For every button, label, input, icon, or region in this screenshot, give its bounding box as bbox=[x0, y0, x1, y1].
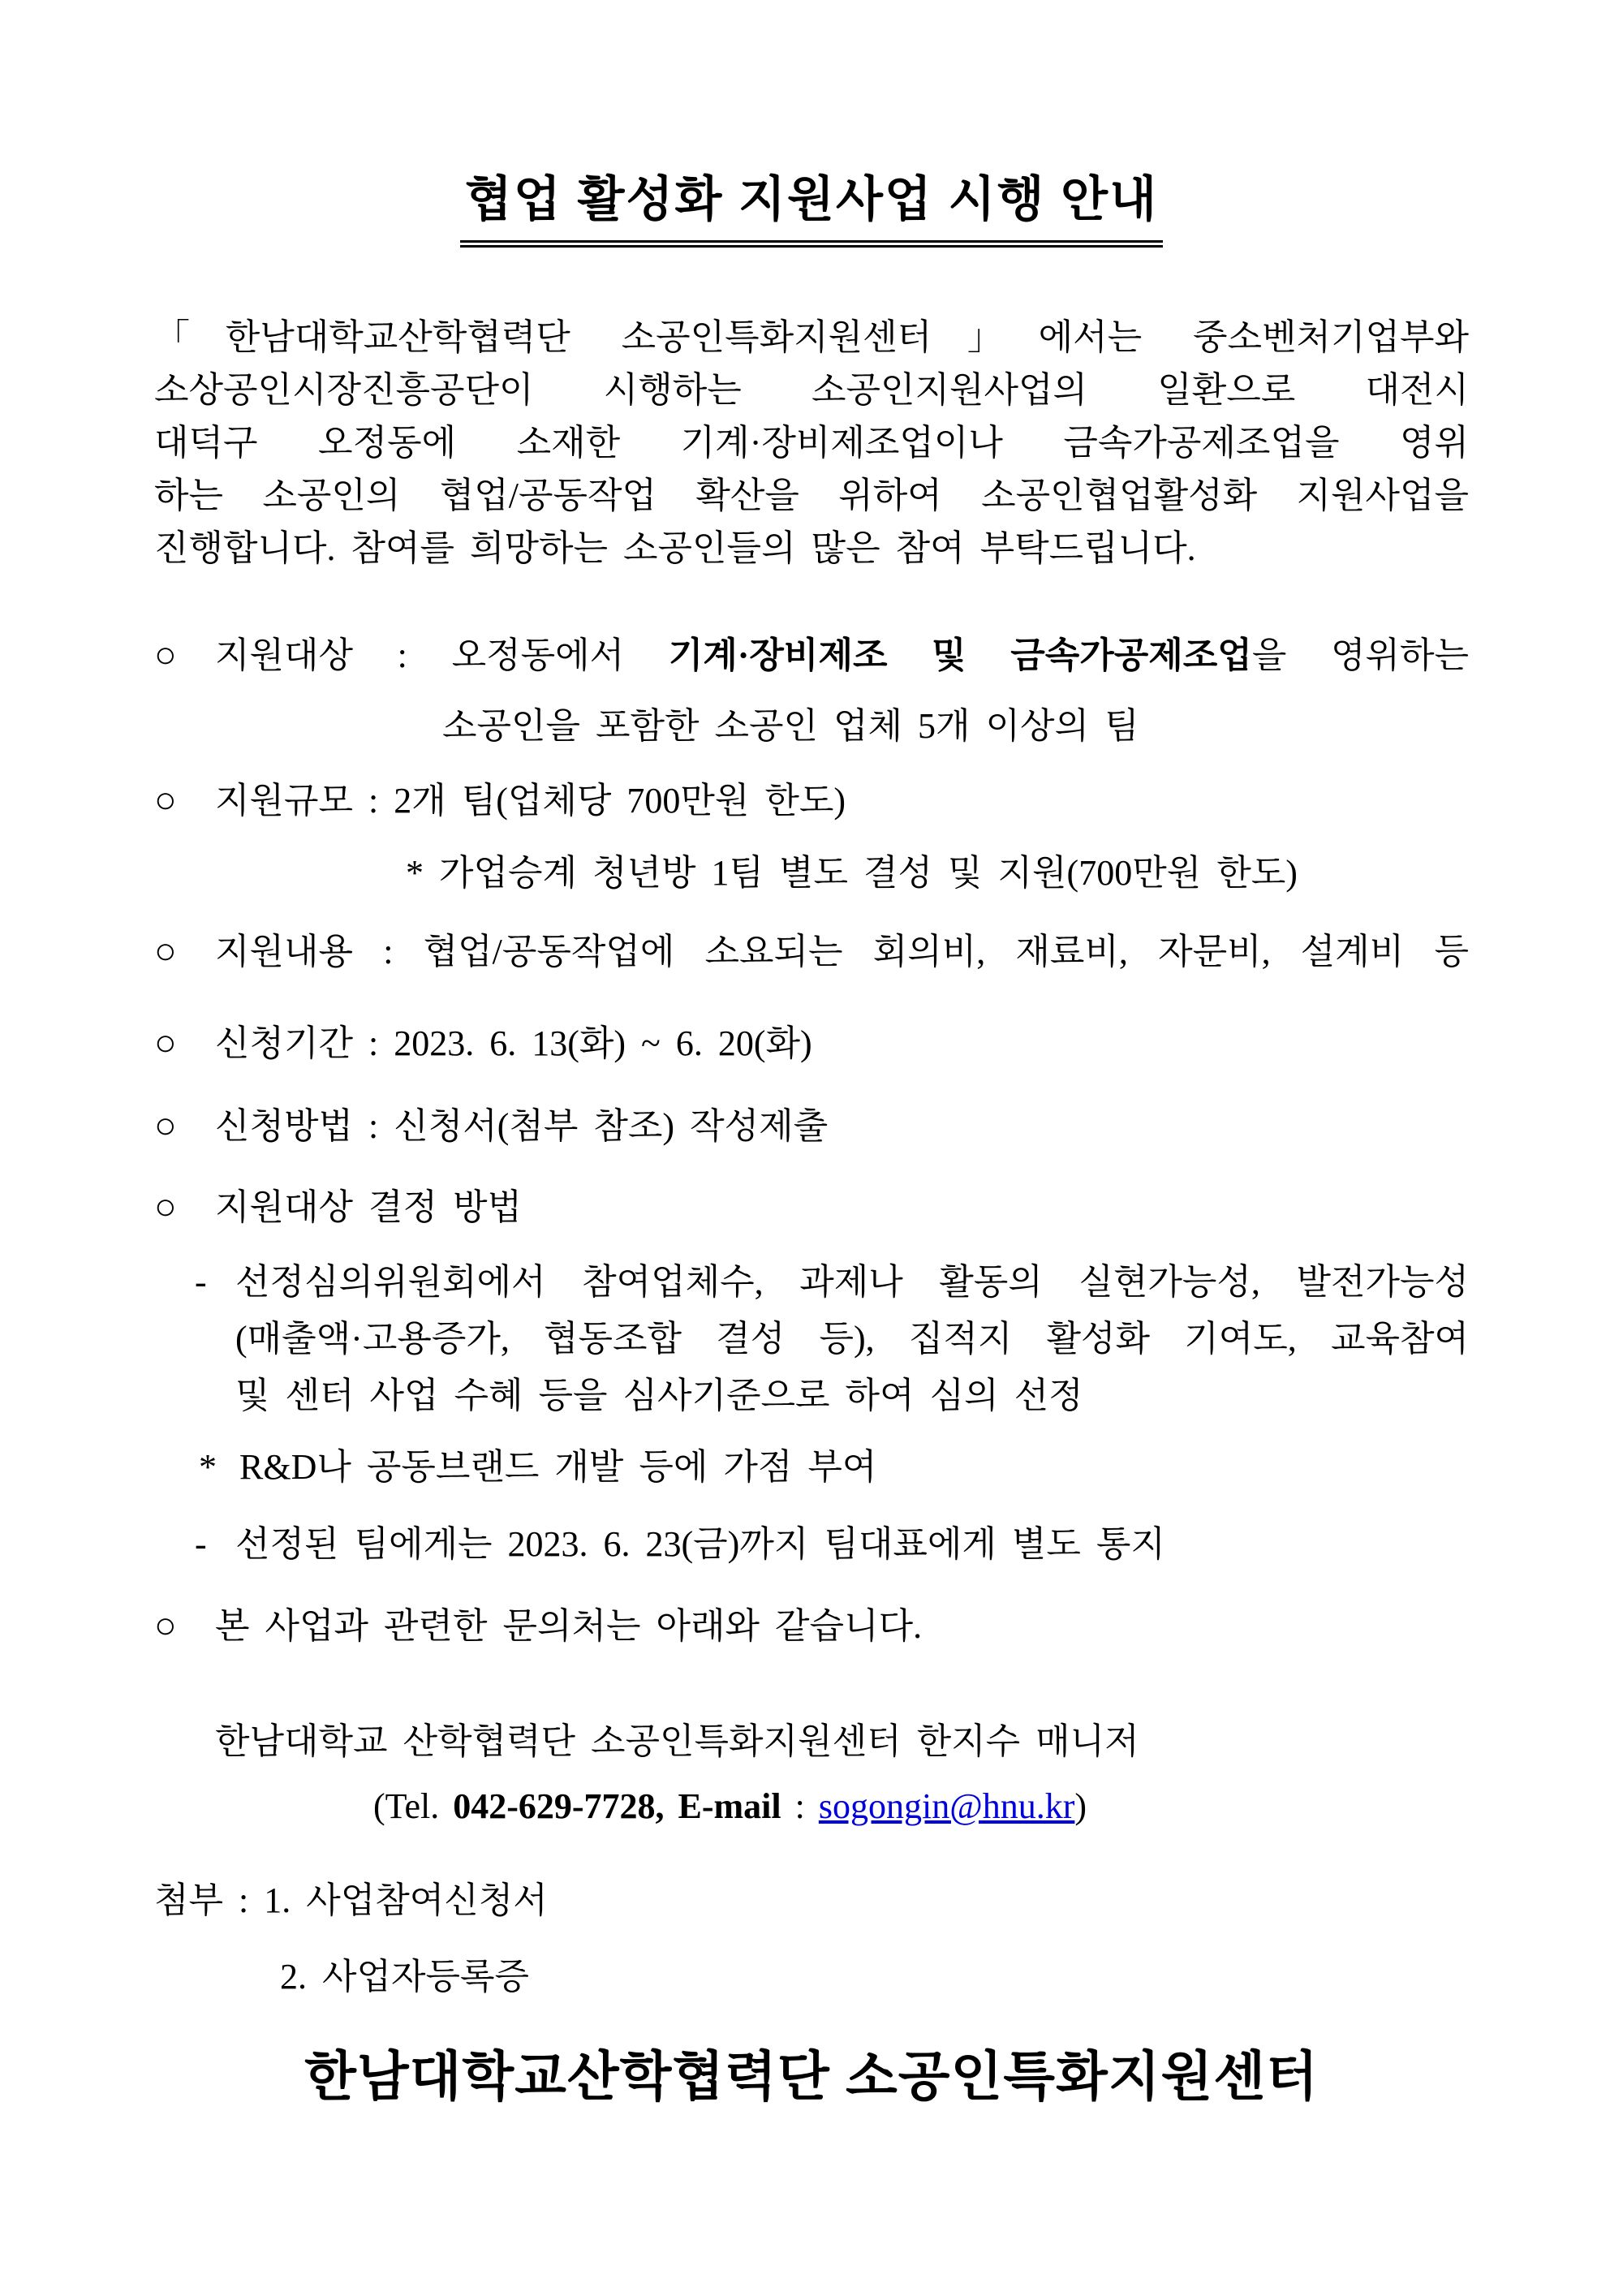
bullet-item-decision bbox=[154, 1183, 1469, 1230]
support-target-bold: 기계·장비제조 및 금속가공제조업 bbox=[668, 635, 1252, 675]
apply-period-text: 신청기간 : 2023. 6. 13(화) ~ 6. 20(화) bbox=[215, 1023, 812, 1063]
intro-line-4: 하는 소공인의 협업/공동작업 확산을 위하여 소공인협업활성화 지원사업을 bbox=[154, 476, 1469, 515]
contact-manager-line: 한남대학교 산학협력단 소공인특화지원센터 한지수 매니저 bbox=[215, 1721, 1139, 1761]
circle-bullet-icon: ○ bbox=[154, 1105, 177, 1146]
bullet-item-support-target bbox=[154, 631, 1469, 678]
intro-line-3: 대덕구 오정동에 소재한 기계·장비제조업이나 금속가공제조업을 영위 bbox=[154, 423, 1469, 463]
intro-line-5: 진행합니다. 참여를 희망하는 소공인들의 많은 참여 부탁드립니다. bbox=[154, 528, 1196, 568]
bullet-item-apply-period bbox=[154, 1019, 1469, 1066]
decision-bonus bbox=[199, 1445, 1469, 1489]
tel-prefix: (Tel. bbox=[373, 1786, 454, 1826]
support-scale-text: 지원규모 : 2개 팀(업체당 700만원 한도) bbox=[215, 780, 846, 821]
circle-bullet-icon: ○ bbox=[154, 634, 177, 675]
decision-notice bbox=[195, 1522, 1469, 1566]
bullet-item-support-content bbox=[154, 928, 1469, 975]
bullet-item-apply-method bbox=[154, 1102, 1469, 1149]
criteria-line-1: 선정심의위원회에서 참여업체수, 과제나 활동의 실현가능성, 발전가능성 bbox=[235, 1262, 1469, 1302]
intro-line-1: 「한남대학교산학협력단 소공인특화지원센터」에서는 중소벤처기업부와 bbox=[154, 317, 1469, 357]
title-row bbox=[154, 161, 1469, 248]
decision-bonus-text: R&D나 공동브랜드 개발 등에 가점 부여 bbox=[239, 1447, 877, 1487]
email-link[interactable]: sogongin@hnu.kr bbox=[818, 1786, 1075, 1826]
support-target-suffix: 을 영위하는 bbox=[1251, 635, 1469, 675]
bullet-item-support-scale bbox=[154, 777, 1469, 824]
circle-bullet-icon: ○ bbox=[154, 1021, 177, 1063]
tel-separator: : bbox=[781, 1786, 819, 1826]
support-target-text bbox=[215, 633, 1469, 678]
attachment-line-1: 첨부 : 1. 사업참여신청서 bbox=[154, 1880, 548, 1920]
decision-criteria-lines bbox=[235, 1254, 1469, 1424]
support-content-text: 지원내용 : 협업/공동작업에 소요되는 회의비, 재료비, 자문비, 설계비 등 bbox=[215, 932, 1469, 971]
circle-bullet-icon: ○ bbox=[154, 1605, 177, 1646]
support-scale-note: * 가업승계 청년방 1팀 별도 결성 및 지원(700만원 한도) bbox=[406, 853, 1298, 893]
attachment-line-2: 2. 사업자등록증 bbox=[280, 1956, 530, 1997]
star-bullet: * bbox=[199, 1447, 217, 1487]
tel-number: 042-629-7728, E-mail bbox=[453, 1786, 781, 1826]
document-content bbox=[154, 0, 1469, 2110]
apply-method-text: 신청방법 : 신청서(첨부 참조) 작성제출 bbox=[215, 1106, 829, 1146]
circle-bullet-icon: ○ bbox=[154, 1185, 177, 1227]
decision-heading: 지원대상 결정 방법 bbox=[215, 1187, 523, 1227]
decision-notice-text: 선정된 팀에게는 2023. 6. 23(금)까지 팀대표에게 별도 통지 bbox=[235, 1524, 1165, 1564]
support-target-continuation: 소공인을 포함한 소공인 업체 5개 이상의 팀 bbox=[442, 705, 1139, 746]
organization-footer: 한남대학교산학협력단 소공인특화지원센터 bbox=[304, 2045, 1319, 2106]
tel-suffix: ) bbox=[1074, 1786, 1087, 1826]
contact-tel-line bbox=[373, 1786, 1469, 1827]
intro-line-2: 소상공인시장진흥공단이 시행하는 소공인지원사업의 일환으로 대전시 bbox=[154, 370, 1469, 410]
circle-bullet-icon: ○ bbox=[154, 778, 177, 821]
page-title: 협업 활성화 지원사업 시행 안내 bbox=[460, 161, 1163, 248]
criteria-line-3: 및 센터 사업 수혜 등을 심사기준으로 하여 심의 선정 bbox=[235, 1376, 1083, 1415]
dash-bullet: - bbox=[195, 1524, 207, 1564]
inquiry-heading: 본 사업과 관련한 문의처는 아래와 같습니다. bbox=[215, 1606, 923, 1646]
support-target-prefix: 지원대상 : 오정동에서 bbox=[215, 635, 669, 675]
dash-bullet: - bbox=[195, 1262, 207, 1302]
circle-bullet-icon: ○ bbox=[154, 930, 177, 971]
intro-paragraph bbox=[154, 311, 1469, 575]
criteria-line-2: (매출액·고용증가, 협동조합 결성 등), 집적지 활성화 기여도, 교육참여 bbox=[235, 1319, 1469, 1359]
bullet-item-inquiry bbox=[154, 1602, 1469, 1649]
decision-criteria bbox=[195, 1254, 1469, 1424]
